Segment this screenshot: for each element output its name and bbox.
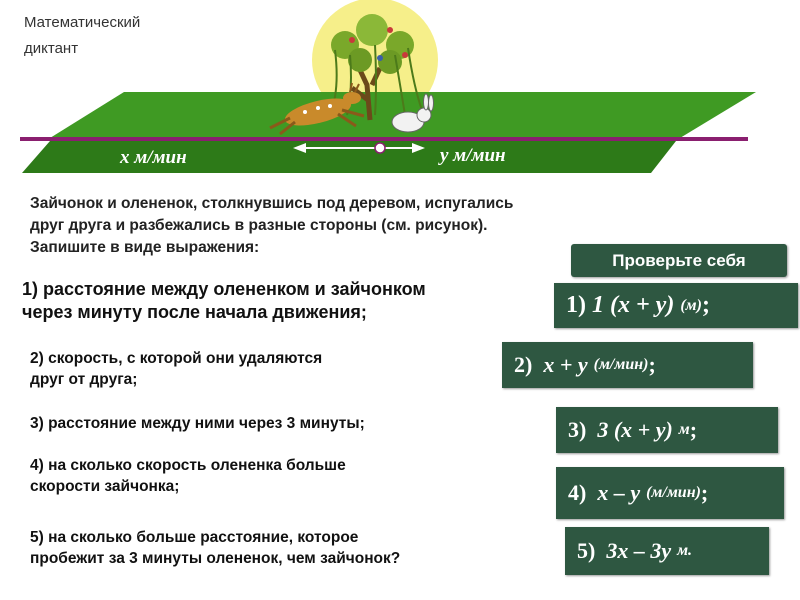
question-4: [30, 455, 346, 497]
answer-number: 2): [514, 352, 533, 377]
answer-unit: (м): [680, 296, 702, 314]
speed-label-right: у м/мин: [440, 145, 506, 166]
answer-expression: 3x – 3y: [606, 538, 672, 563]
answer-3[interactable]: [556, 407, 778, 453]
question-line: скорости зайчонка;: [30, 478, 180, 495]
question-5: [30, 527, 400, 569]
answer-number: 3): [568, 417, 587, 442]
answer-tail: ;: [701, 292, 710, 318]
answer-expression: 3 (x + y): [597, 417, 673, 442]
answer-4[interactable]: [556, 467, 784, 519]
answer-2[interactable]: [502, 342, 753, 388]
answer-1[interactable]: [554, 283, 798, 328]
intro-line: Зайчонок и олененок, столкнувшись под деревом, испугались: [30, 195, 514, 212]
check-yourself-button[interactable]: Проверьте себя: [571, 244, 787, 277]
answer-unit: м: [678, 421, 690, 438]
answer-expression: x – y: [597, 480, 641, 505]
question-line: через минуту после начала движения;: [22, 302, 367, 322]
answer-tail: ;: [700, 480, 709, 505]
answer-expression: x + y: [543, 352, 588, 377]
question-line: 3) расстояние между ними через 3 минуты;: [30, 415, 365, 432]
intro-line: Запишите в виде выражения:: [30, 239, 260, 256]
corner-title-line-2: диктант: [24, 40, 79, 57]
answer-unit: (м/мин): [593, 356, 649, 373]
speed-label-left: x м/мин: [120, 147, 187, 168]
answer-5[interactable]: [565, 527, 769, 575]
answer-tail: ;: [648, 352, 656, 377]
question-line: 2) скорость, с которой они удаляются: [30, 350, 323, 367]
answer-number: 1): [566, 292, 586, 318]
answer-number: 5): [577, 538, 596, 563]
question-line: друг от друга;: [30, 371, 138, 388]
answer-unit: (м/мин): [646, 484, 701, 501]
answer-expression: 1 (x + y): [592, 292, 675, 318]
question-3: [30, 413, 365, 434]
answer-unit: м.: [677, 542, 693, 559]
answer-tail: ;: [689, 417, 698, 442]
question-line: пробежит за 3 минуты олененок, чем зайчонок?: [30, 550, 401, 567]
question-1: [22, 278, 426, 324]
question-line: 5) на сколько больше расстояние, которое: [30, 529, 359, 546]
question-line: 4) на сколько скорость олененка больше: [30, 457, 346, 474]
corner-title-line-1: Математический: [24, 14, 141, 31]
question-line: 1) расстояние между олененком и зайчонком: [22, 279, 426, 299]
intro-line: друг друга и разбежались в разные стороны (см. рисунок).: [30, 217, 488, 234]
question-2: [30, 348, 322, 390]
answer-number: 4): [568, 480, 587, 505]
